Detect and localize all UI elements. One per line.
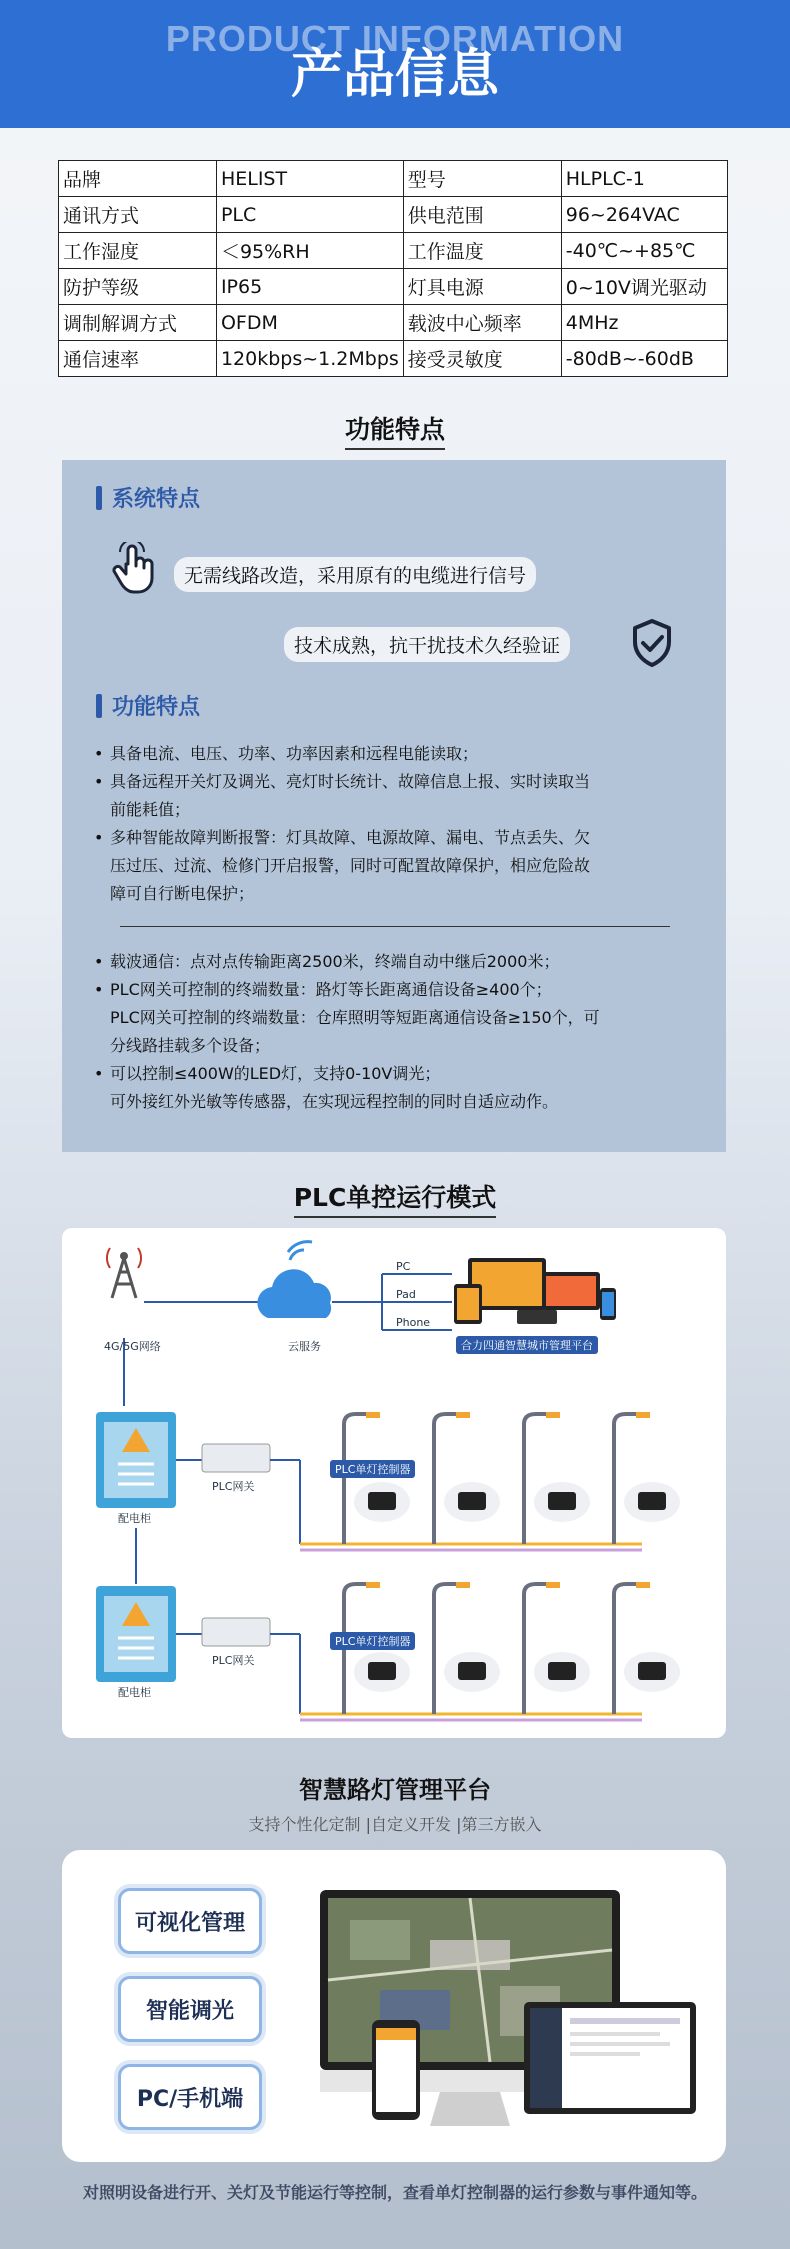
cabinet-icon-1 [96,1412,176,1508]
platform-subtitle: 支持个性化定制 |自定义开发 |第三方嵌入 [248,1815,542,1834]
feature-bullet [90,740,700,768]
tower-icon [107,1248,141,1298]
spec-value: ＜95%RH [216,233,403,269]
street-light-icon [434,1584,462,1714]
header-en-title: PRODUCT INFORMATION [165,18,625,59]
feature-line: • 可以控制≤400W的LED灯，支持0-10V调光； [110,1064,441,1083]
pc-label: PC [396,1260,411,1273]
spec-row [59,305,728,341]
single-lamp-controller-icon [368,1662,396,1680]
spec-label: 防护等级 [59,269,217,305]
spec-label: 接受灵敏度 [403,341,561,377]
feature-bullet [90,768,700,824]
lamp-head-icon [546,1582,560,1588]
spec-row [59,341,728,377]
phone-label: Phone [396,1316,431,1329]
spec-row [59,233,728,269]
spec-value: HLPLC-1 [561,161,727,197]
controller-label-2: PLC单灯控制器 [330,1632,415,1650]
feature-line: 前能耗值； [110,800,191,819]
feature-line: 障可自行断电保护； [110,884,255,903]
feature-line: • 多种智能故障判断报警：灯具故障、电源故障、漏电、节点丢失、欠 [110,828,591,847]
spec-label: 供电范围 [403,197,561,233]
system-point-2: 技术成熟，抗干扰技术久经验证 [284,627,570,662]
feature-line: • PLC网关可控制的终端数量：路灯等长距离通信设备≥400个； [110,980,552,999]
tower-label: 4G/5G网络 [104,1340,161,1353]
spec-label: 型号 [403,161,561,197]
cloud-label: 云服务 [288,1340,321,1353]
lamp-head-icon [456,1412,470,1418]
platform-panel [62,1850,726,2162]
devices-mockup-image [320,1890,706,2140]
spec-value: IP65 [216,269,403,305]
shield-check-icon [630,618,674,668]
spec-label: 通信速率 [59,341,217,377]
footer-text: 对照明设备进行开、关灯及节能运行等控制，查看单灯控制器的运行参数与事件通知等。 [82,2183,707,2202]
single-lamp-controller-icon [548,1492,576,1510]
cabinet-label-1: 配电柜 [118,1512,151,1525]
spec-label: 工作湿度 [59,233,217,269]
spec-value: PLC [216,197,403,233]
hand-pointer-icon [112,542,160,594]
feature-bullet [90,824,700,908]
system-point-1: 无需线路改造，采用原有的电缆进行信号 [174,557,536,592]
function-features-title: 功能特点 [96,690,200,721]
street-light-icon [344,1414,372,1544]
diagram-graphics [62,1228,726,1738]
cabinet-icon-2 [96,1586,176,1682]
system-features-title: 系统特点 [96,482,200,513]
street-light-icon [614,1584,642,1714]
plc-diagram [62,1228,726,1738]
devices-icon [454,1258,616,1324]
spec-table [58,160,728,377]
visual-management-button[interactable]: 可视化管理 [118,1888,262,1954]
platform-title: 智慧路灯管理平台 [299,1776,491,1804]
pad-label: Pad [396,1288,416,1301]
feature-list-2 [90,948,700,1116]
lamp-head-icon [636,1412,650,1418]
cabinet-label-2: 配电柜 [118,1686,151,1699]
spec-value: -40℃~+85℃ [561,233,727,269]
gateway-label-1: PLC网关 [212,1480,255,1493]
street-light-icon [524,1414,552,1544]
spec-value: HELIST [216,161,403,197]
feature-bullet [90,948,700,976]
pc-mobile-button[interactable]: PC/手机端 [118,2064,262,2130]
feature-line: 分线路挂载多个设备； [110,1036,271,1055]
smart-dimming-button[interactable]: 智能调光 [118,1976,262,2042]
lamp-head-icon [366,1412,380,1418]
spec-value: 96~264VAC [561,197,727,233]
street-light-icon [524,1584,552,1714]
single-lamp-controller-icon [368,1492,396,1510]
spec-label: 工作温度 [403,233,561,269]
feature-bullet [90,1060,700,1116]
spec-row [59,197,728,233]
spec-row [59,161,728,197]
divider [120,926,670,927]
single-lamp-controller-icon [548,1662,576,1680]
gateway-icon-2 [202,1618,270,1646]
feature-list-1 [90,740,700,908]
feature-line: • 具备电流、电压、功率、功率因素和远程电能读取； [110,744,479,763]
feature-line: 压过压、过流、检修门开启报警，同时可配置故障保护，相应危险故 [110,856,591,875]
street-light-icon [434,1414,462,1544]
feature-line: 可外接红外光敏等传感器，在实现远程控制的同时自适应动作。 [110,1092,559,1111]
lamp-head-icon [636,1582,650,1588]
spec-value: 120kbps~1.2Mbps [216,341,403,377]
lamp-head-icon [546,1412,560,1418]
spec-label: 调制解调方式 [59,305,217,341]
header-banner [0,0,790,128]
lamp-head-icon [456,1582,470,1588]
feature-line: • 具备远程开关灯及调光、亮灯时长统计、故障信息上报、实时读取当 [110,772,591,791]
spec-value: 0~10V调光驱动 [561,269,727,305]
feature-line: PLC网关可控制的终端数量：仓库照明等短距离通信设备≥150个，可 [110,1008,600,1027]
lamp-head-icon [366,1582,380,1588]
spec-value: -80dB~-60dB [561,341,727,377]
spec-label: 载波中心频率 [403,305,561,341]
spec-label: 品牌 [59,161,217,197]
single-lamp-controller-icon [638,1492,666,1510]
spec-label: 通讯方式 [59,197,217,233]
spec-row [59,269,728,305]
single-lamp-controller-icon [458,1492,486,1510]
header-cn-title: 产品信息 [290,45,499,105]
cloud-icon [257,1242,331,1318]
diagram-section-title: PLC单控运行模式 [0,1178,790,1214]
gateway-label-2: PLC网关 [212,1654,255,1667]
spec-value: 4MHz [561,305,727,341]
single-lamp-controller-icon [458,1662,486,1680]
controller-label-1: PLC单灯控制器 [330,1460,415,1478]
features-panel [62,460,726,1152]
platform-label: 合力四通智慧城市管理平台 [456,1336,598,1354]
feature-bullet [90,976,700,1060]
single-lamp-controller-icon [638,1662,666,1680]
street-light-icon [614,1414,642,1544]
spec-label: 灯具电源 [403,269,561,305]
features-section-title: 功能特点 [0,410,790,446]
feature-line: • 载波通信：点对点传输距离2500米，终端自动中继后2000米； [110,952,560,971]
gateway-icon-1 [202,1444,270,1472]
spec-value: OFDM [216,305,403,341]
